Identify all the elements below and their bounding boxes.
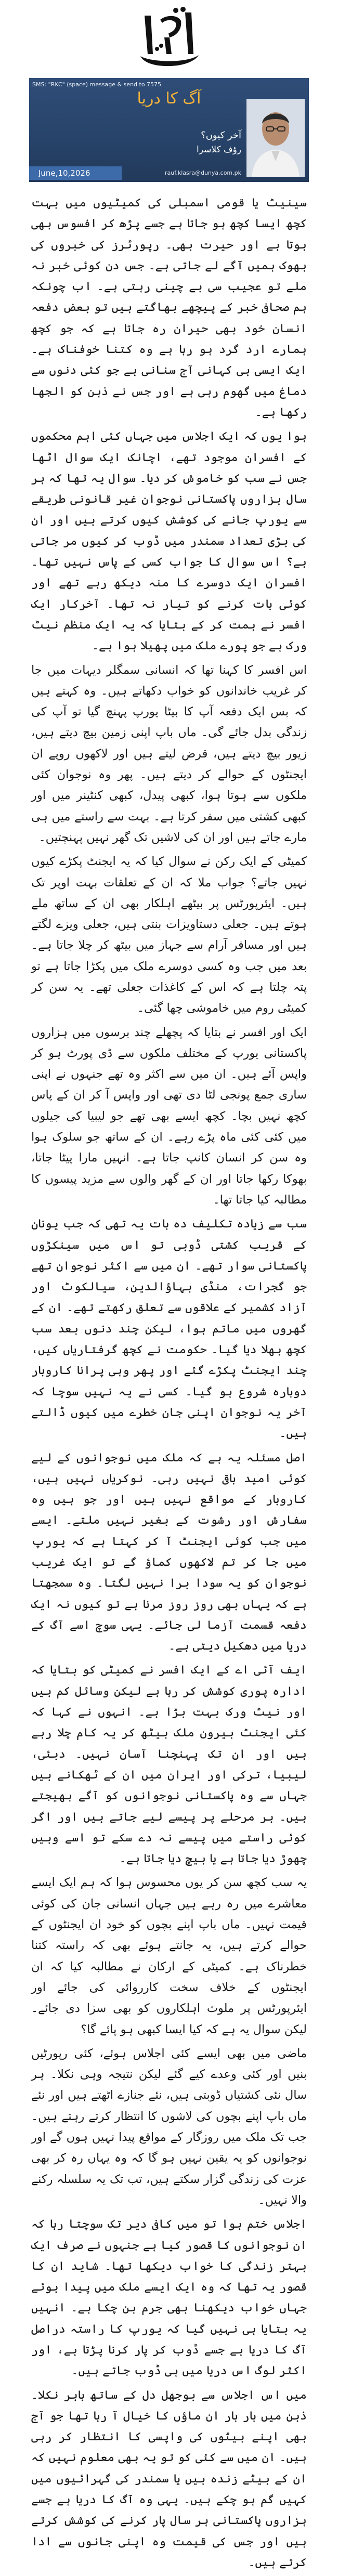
publish-date: June,10,2026 [29,166,122,180]
article-paragraph: سینیٹ یا قومی اسمبلی کی کمیٹیوں میں بہت کچھ ایسا کچھ ہو جاتا ہے جسے پڑھ کر افسوس بھی ہوتا ہے اور حیرت بھی۔ رپورٹرز کی خبروں کی بھوک ہمیں آگے لے جاتی ہے۔ جس دن کوئی خبر نہ ملے تو عجیب سی بے چینی رہتی ہے۔ اب چونکہ ہم صحافی خبر کے پیچھے بھاگتے ہیں تو بعض دفعہ انسان خود بھی حیران رہ جاتا ہے کہ جو کچھ ہمارے ارد گرد ہو رہا ہے وہ کتنا خوفناک ہے۔ ایک ایسی ہی کہانی آج سنانی ہے جو کئی دنوں سے دماغ میں گھوم رہی ہے اور جس نے ذہن کو الجھا رکھا ہے۔ [31,196,307,419]
column-name: آخر کیوں؟ [201,130,241,141]
author-name: رؤف کلاسرا [196,145,241,155]
article-paragraph: ماضی میں بھی ایسے کئی اجلاس ہوئے، کئی رپورٹیں بنیں اور کئی وعدے کیے گئے لیکن نتیجہ وہی نکلا۔ ہر سال نئی کشتیاں ڈوبتی ہیں، نئے جنازے اٹھتے ہیں اور نئے ماں باپ اپنے بچوں کی لاشوں کا انتظار کرتے رہتے ہیں۔ جب تک ملک میں روزگار کے مواقع پیدا نہیں ہوں گے اور نوجوانوں کو یہ یقین نہیں ہو گا کہ وہ یہاں رہ کر بھی عزت کی زندگی گزار سکتے ہیں، تب تک یہ سلسلہ رکنے والا نہیں۔ [31,2046,307,2207]
article-paragraph: ایک اور افسر نے بتایا کہ پچھلے چند برسوں میں ہزاروں پاکستانی یورپ کے مختلف ملکوں سے ڈی پورٹ ہو کر واپس آئے ہیں۔ ان میں سے اکثر وہ تھے جنہوں نے اپنی ساری جمع پونجی لٹا دی تھی اور واپس آ کر ان کے پاس کچھ نہیں بچا۔ کچھ ایسے بھی تھے جو لیبیا کی جیلوں میں کئی کئی ماہ پڑے رہے۔ ان کے ساتھ جو سلوک ہوا وہ سن کر انسان کانپ جاتا ہے۔ انہیں مارا پیٹا جاتا، بھوکا رکھا جاتا اور ان کے گھر والوں سے مزید پیسوں کا مطالبہ کیا جاتا تھا۔ [31,1025,307,1207]
article-paragraph: یہ سب کچھ سن کر یوں محسوس ہوا کہ ہم ایک ایسے معاشرے میں رہ رہے ہیں جہاں انسانی جان کی کوئی قیمت نہیں۔ ماں باپ اپنے بچوں کو خود ان ایجنٹوں کے حوالے کرتے ہیں، یہ جانتے ہوئے بھی کہ راستہ کتنا خطرناک ہے۔ کمیٹی کے ارکان نے مطالبہ کیا کہ ان ایجنٹوں کے خلاف سخت کارروائی کی جائے اور ایئرپورٹس پر ملوث اہلکاروں کو بھی سزا دی جائے۔ لیکن سوال یہ ہے کہ کیا ایسا کبھی ہو پائے گا؟ [31,1876,307,2036]
article-paragraph: ایف آئی اے کے ایک افسر نے کمیٹی کو بتایا کہ ادارہ پوری کوشش کر رہا ہے لیکن وسائل کم ہیں اور نیٹ ورک بہت بڑا ہے۔ انہوں نے کہا کہ کئی ایجنٹ بیرون ملک بیٹھ کر یہ کام چلا رہے ہیں اور ان تک پہنچنا آسان نہیں۔ دبئی، لیبیا، ترکی اور ایران میں ان کے ٹھکانے ہیں جہاں سے وہ پاکستانی نوجوانوں کو آگے بھیجتے ہیں۔ ہر مرحلے پر پیسے لیے جاتے ہیں اور اگر کوئی راستے میں پیسے نہ دے سکے تو اسے وہیں چھوڑ دیا جاتا ہے یا بیچ دیا جاتا ہے۔ [31,1663,307,1866]
article-body [31,192,307,2576]
article-paragraph: اس افسر کا کہنا تھا کہ انسانی سمگلر دیہات میں جا کر غریب خاندانوں کو خواب دکھاتے ہیں۔ وہ کہتے ہیں کہ بس ایک دفعہ آپ کا بیٹا یورپ پہنچ گیا تو آپ کی زندگی بدل جائے گی۔ ماں باپ اپنی زمین بیچ دیتے ہیں، زیور بیچ دیتے ہیں، قرض لیتے ہیں اور لاکھوں روپے ان ایجنٹوں کے حوالے کر دیتے ہیں۔ پھر وہ نوجوان کئی ملکوں سے ہوتا ہوا، کبھی پیدل، کبھی کنٹینر میں اور کبھی کشتی میں سفر کرتا ہے۔ بہت سے راستے میں ہی مارے جاتے ہیں اور ان کی لاشیں تک گھر نہیں پہنچتیں۔ [31,663,307,844]
sms-info: SMS: "RKC" (space) message & send to 7575 [32,81,162,88]
newspaper-logo [130,5,208,72]
article-title: آگ کا دریا [137,89,201,108]
column-header-banner [29,78,309,182]
article-paragraph: میں اس اجلاس سے بوجھل دل کے ساتھ باہر نکلا۔ ذہن میں بار بار ان ماؤں کا خیال آ رہا تھا جو آج بھی اپنے بیٹوں کی واپسی کا انتظار کر رہی ہیں۔ ان میں سے کئی کو تو یہ بھی معلوم نہیں کہ ان کے بیٹے زندہ ہیں یا سمندر کی گہرائیوں میں کہیں گم ہو چکے ہیں۔ یہی وہ آگ کا دریا ہے جسے ہزاروں پاکستانی ہر سال پار کرنے کی کوشش کرتے ہیں اور جس کی قیمت وہ اپنی جانوں سے ادا کرتے ہیں۔ [31,2388,307,2569]
masthead [0,2,338,75]
article-paragraph: کمیٹی کے ایک رکن نے سوال کیا کہ یہ ایجنٹ پکڑے کیوں نہیں جاتے؟ جواب ملا کہ ان کے تعلقات بہت اوپر تک ہیں۔ ایئرپورٹس پر بیٹھے اہلکار بھی ان کے ساتھ ملے ہوتے ہیں۔ جعلی دستاویزات بنتی ہیں، جعلی ویزے لگتے ہیں اور مسافر آرام سے جہاز میں بیٹھ کر چلا جاتا ہے۔ بعد میں جب وہ کسی دوسرے ملک میں پکڑا جاتا ہے تو پتہ چلتا ہے کہ اس کے کاغذات جعلی تھے۔ یہ سن کر کمیٹی روم میں خاموشی چھا گئی۔ [31,855,307,1015]
article-paragraph: اصل مسئلہ یہ ہے کہ ملک میں نوجوانوں کے لیے کوئی امید باقی نہیں رہی۔ نوکریاں نہیں ہیں، کاروبار کے مواقع نہیں ہیں اور جو ہیں وہ سفارش اور رشوت کے بغیر نہیں ملتے۔ ایسے میں جب کوئی ایجنٹ آ کر کہتا ہے کہ یورپ میں جا کر تم لاکھوں کماؤ گے تو ایک غریب نوجوان کو یہ سودا برا نہیں لگتا۔ وہ سمجھتا ہے کہ یہاں بھی روز روز مرنا ہے تو کیوں نہ ایک دفعہ قسمت آزما لی جائے۔ یہی سوچ اسے آگ کے دریا میں دھکیل دیتی ہے۔ [31,1450,307,1653]
author-photo [246,99,305,177]
article-paragraph: سب سے زیادہ تکلیف دہ بات یہ تھی کہ جب یونان کے قریب کشتی ڈوبی تو اس میں سینکڑوں پاکستانی سوار تھے۔ ان میں سے اکثر نوجوان تھے جو گجرات، منڈی بہاؤالدین، سیالکوٹ اور آزاد کشمیر کے علاقوں سے تعلق رکھتے تھے۔ ان کے گھروں میں ماتم ہوا، لیکن چند دنوں بعد سب کچھ بھلا دیا گیا۔ حکومت نے کچھ گرفتاریاں کیں، چند ایجنٹ پکڑے گئے اور پھر وہی پرانا کاروبار دوبارہ شروع ہو گیا۔ کسی نے یہ نہیں سوچا کہ آخر یہ نوجوان اپنی جان خطرے میں کیوں ڈالتے ہیں۔ [31,1217,307,1441]
author-portrait-icon [246,99,305,177]
article-paragraph: ہوا یوں کہ ایک اجلاس میں جہاں کئی اہم محکموں کے افسران موجود تھے، اچانک ایک سوال اٹھا جس نے سب کو خاموش کر دیا۔ سوال یہ تھا کہ ہر سال ہزاروں پاکستانی نوجوان غیر قانونی طریقے سے یورپ جانے کی کوشش کیوں کرتے ہیں اور ان کی بڑی تعداد سمندر میں ڈوب کر کیوں مر جاتی ہے؟ اس سوال کا جواب کسی کے پاس نہیں تھا۔ افسران ایک دوسرے کا منہ دیکھ رہے تھے اور کوئی بات کرنے کو تیار نہ تھا۔ آخرکار ایک افسر نے ہمت کر کے بتایا کہ یہ ایک منظم نیٹ ورک ہے جو پورے ملک میں پھیلا ہوا ہے۔ [31,429,307,653]
logo-graphic [130,5,208,72]
author-email: rauf.klasra@dunya.com.pk [165,169,241,176]
article-paragraph: اجلاس ختم ہوا تو میں کافی دیر تک سوچتا رہا کہ ان نوجوانوں کا قصور کیا ہے جنہوں نے صرف ایک بہتر زندگی کا خواب دیکھا تھا۔ شاید ان کا قصور یہ تھا کہ وہ ایک ایسے ملک میں پیدا ہوئے جہاں خواب دیکھنا بھی جرم بن چکا ہے۔ انہیں یہ بتایا ہی نہیں گیا کہ یورپ کا راستہ دراصل آگ کا دریا ہے جسے ڈوب کر پار کرنا پڑتا ہے، اور اکثر لوگ اس دریا میں ہی ڈوب جاتے ہیں۔ [31,2217,307,2378]
